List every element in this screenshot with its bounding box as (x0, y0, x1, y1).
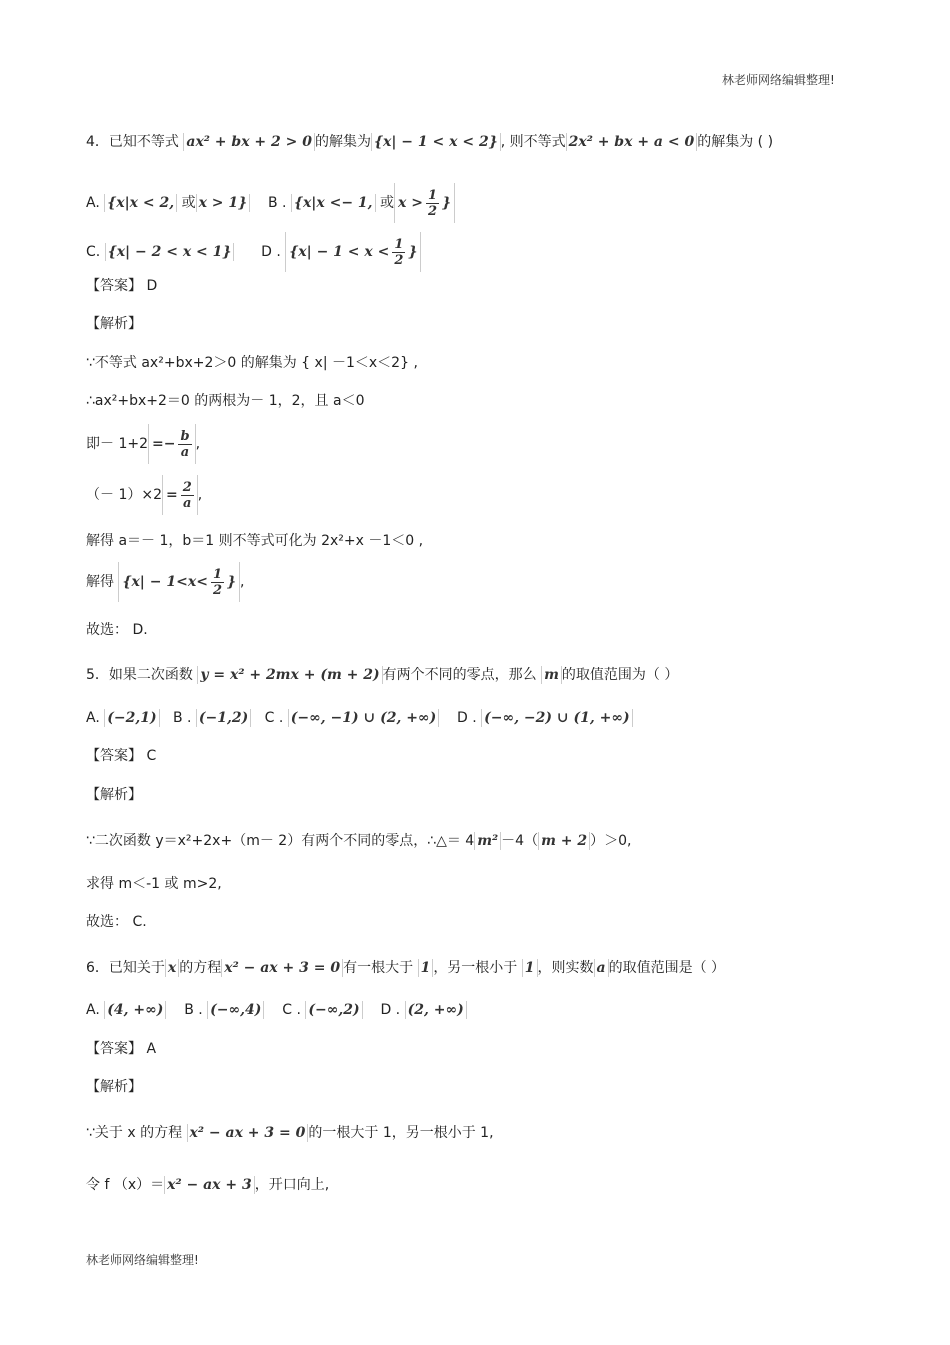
header-note: 林老师网络编辑整理! (722, 73, 835, 87)
q4-option-b-math1: {x|x <− 1, (291, 194, 376, 212)
q6-option-a-label: A. (86, 1002, 100, 1018)
q4-stem-c: , 则不等式 (500, 134, 566, 150)
q6-math-one-a: 1 (418, 959, 434, 977)
q5-stem-a: 5．如果二次函数 (86, 667, 193, 683)
q4-option-a-math2: x > 1} (196, 194, 251, 212)
q6-option-c-math: (−∞,2) (305, 1001, 362, 1019)
q4-step-2: ∴ax²+bx+2＝0 的两根为－ 1，2，且 a＜0 (86, 393, 365, 409)
q4-stem (86, 132, 773, 152)
q6-stem-b: 的方程 (179, 960, 222, 976)
q6-step-1 (86, 1123, 494, 1143)
q6-stem-d: ，另一根小于 (433, 960, 518, 976)
q6-step-2 (86, 1175, 329, 1195)
q4-step-4 (86, 475, 202, 515)
q4-step-3 (86, 424, 200, 464)
q4-step-4-fraction (181, 480, 194, 511)
q4-answer: 【答案】 D (86, 278, 158, 294)
q4-option-b-fraction (426, 188, 439, 219)
q5-option-a-math: (−2,1) (104, 709, 159, 727)
q4-option-b-den: 2 (427, 203, 438, 219)
q5-step-1-math-m-plus-2: m + 2 (538, 832, 590, 850)
q6-math-equation: x² − ax + 3 = 0 (221, 959, 343, 977)
q6-step-1-math: x² − ax + 3 = 0 (187, 1124, 309, 1142)
q4-stem-a: 4．已知不等式 (86, 134, 179, 150)
q6-math-one-b: 1 (522, 959, 538, 977)
q5-option-c-label: C . (264, 710, 284, 726)
q6-option-c-label: C . (282, 1002, 301, 1018)
q4-step-3-pre: 即－ 1+2 (86, 436, 148, 452)
q6-step-1-pre: ∵关于 x 的方程 (86, 1125, 183, 1141)
q4-math-inequality: ax² + bx + 2 > 0 (183, 133, 315, 151)
q5-step-1-pre: ∵二次函数 y＝x²+2x+（m－ 2）有两个不同的零点，∴△＝ 4 (86, 833, 475, 849)
q4-step-6-set: {x| − 1<x< (122, 574, 208, 590)
q4-step-4-eq: = (166, 487, 178, 503)
q6-math-x: x (165, 959, 179, 977)
q4-math-solution-set: {x| − 1 < x < 2} (371, 133, 501, 151)
q4-option-b-math2-post: } (442, 195, 452, 211)
q6-option-d-label: D . (380, 1002, 401, 1018)
q4-step-4-post: , (197, 487, 203, 503)
q6-option-d-math: (2, +∞) (405, 1001, 467, 1019)
q4-step-4-num: 2 (182, 479, 192, 495)
q5-option-a-label: A. (86, 710, 100, 726)
q4-stem-d: 的解集为 ( ) (697, 134, 774, 150)
q4-step-6-math (118, 562, 240, 602)
q5-option-d-math: (−∞, −2) ∪ (1, +∞) (481, 709, 632, 727)
q5-stem (86, 665, 678, 685)
q5-math-m: m (541, 666, 562, 684)
q4-step-6-num: 1 (212, 566, 222, 582)
q6-math-a: a (594, 959, 609, 977)
q4-option-a-or: 或 (181, 195, 196, 211)
q6-option-a-math: (4, +∞) (104, 1001, 166, 1019)
q4-step-3-post: , (195, 436, 201, 452)
q5-options (86, 708, 633, 728)
q5-option-d-label: D . (457, 710, 477, 726)
q6-option-b-label: B . (184, 1002, 203, 1018)
q4-step-6 (86, 562, 244, 602)
q6-answer: 【答案】 A (86, 1041, 157, 1057)
q4-step-6-pre: 解得 (86, 574, 114, 590)
q4-conclusion: 故选： D. (86, 622, 148, 638)
q4-option-a-label: A. (86, 195, 100, 211)
q5-stem-c: 的取值范围为（ ） (561, 667, 679, 683)
q5-step-1-math-m2: m² (474, 832, 501, 850)
q4-math-second-inequality: 2x² + bx + a < 0 (566, 133, 698, 151)
q4-option-b-or: 或 (380, 195, 395, 211)
q4-option-d-label: D . (261, 244, 281, 260)
q4-option-b-num: 1 (427, 187, 438, 203)
q4-option-b-math2-pre: x > (398, 195, 423, 211)
q5-math-function: y = x² + 2mx + (m + 2) (197, 666, 382, 684)
q4-step-6-den: 2 (212, 582, 222, 598)
q6-step-2-post: ，开口向上, (254, 1177, 330, 1193)
q4-step-4-math (162, 475, 198, 515)
q4-step-5: 解得 a＝－ 1，b＝1 则不等式可化为 2x²+x －1＜0 , (86, 533, 424, 549)
q6-stem-f: 的取值范围是（ ） (608, 960, 726, 976)
q5-step-1 (86, 831, 632, 851)
q6-stem (86, 958, 725, 978)
footer-note: 林老师网络编辑整理! (86, 1253, 199, 1267)
q4-step-4-pre: （－ 1）×2 (86, 487, 162, 503)
q4-option-a-math1: {x|x < 2, (104, 194, 177, 212)
q6-option-b-math: (−∞,4) (207, 1001, 264, 1019)
q4-option-d-num: 1 (394, 236, 404, 252)
q6-step-2-pre: 令 f （x）＝ (86, 1177, 165, 1193)
q4-option-d-pre: {x| − 1 < x < (289, 244, 390, 260)
q4-step-3-fraction (178, 429, 191, 460)
q4-option-c-label: C. (86, 244, 101, 260)
q4-step-3-math (148, 424, 196, 464)
q5-conclusion: 故选： C. (86, 914, 147, 930)
q4-option-d-math (285, 232, 421, 272)
q4-option-b-label: B . (267, 195, 287, 211)
q5-answer: 【答案】 C (86, 748, 157, 764)
q4-options-cd (86, 232, 421, 272)
q6-analysis-heading: 【解析】 (86, 1079, 142, 1095)
q4-step-4-den: a (183, 495, 192, 511)
q5-option-b-label: B . (172, 710, 192, 726)
q6-stem-c: 有一根大于 (343, 960, 414, 976)
q4-option-d-post: } (408, 244, 418, 260)
q4-step-1: ∵不等式 ax²+bx+2＞0 的解集为 { x| －1＜x＜2} , (86, 355, 418, 371)
q5-stem-b: 有两个不同的零点，那么 (382, 667, 537, 683)
q6-stem-e: ，则实数 (537, 960, 594, 976)
q4-option-c-math: {x| − 2 < x < 1} (105, 243, 235, 261)
q4-step-6-post: } (226, 574, 236, 590)
q5-step-1-post: ）＞0, (590, 833, 632, 849)
q5-option-c-math: (−∞, −1) ∪ (2, +∞) (288, 709, 439, 727)
q6-stem-a: 6．已知关于 (86, 960, 165, 976)
q4-step-3-eq: =− (152, 436, 176, 452)
q6-step-1-post: 的一根大于 1，另一根小于 1, (308, 1125, 494, 1141)
q4-stem-b: 的解集为 (314, 134, 371, 150)
q4-analysis-heading: 【解析】 (86, 316, 142, 332)
q5-step-1-mid: －4（ (501, 833, 539, 849)
q4-option-d-den: 2 (394, 252, 404, 268)
q4-option-b-math2 (394, 183, 455, 223)
q4-step-3-num: b (180, 428, 190, 444)
q4-step-6-fraction (211, 567, 224, 598)
q5-analysis-heading: 【解析】 (86, 787, 142, 803)
q4-step-3-den: a (180, 444, 190, 460)
q4-options-ab (86, 183, 455, 223)
q4-step-6-tail: , (240, 574, 245, 590)
q4-option-d-fraction (392, 237, 405, 268)
q5-step-2: 求得 m＜-1 或 m>2, (86, 876, 222, 892)
q6-options (86, 1000, 467, 1020)
q5-option-b-math: (−1,2) (196, 709, 251, 727)
q6-step-2-math: x² − ax + 3 (164, 1176, 255, 1194)
